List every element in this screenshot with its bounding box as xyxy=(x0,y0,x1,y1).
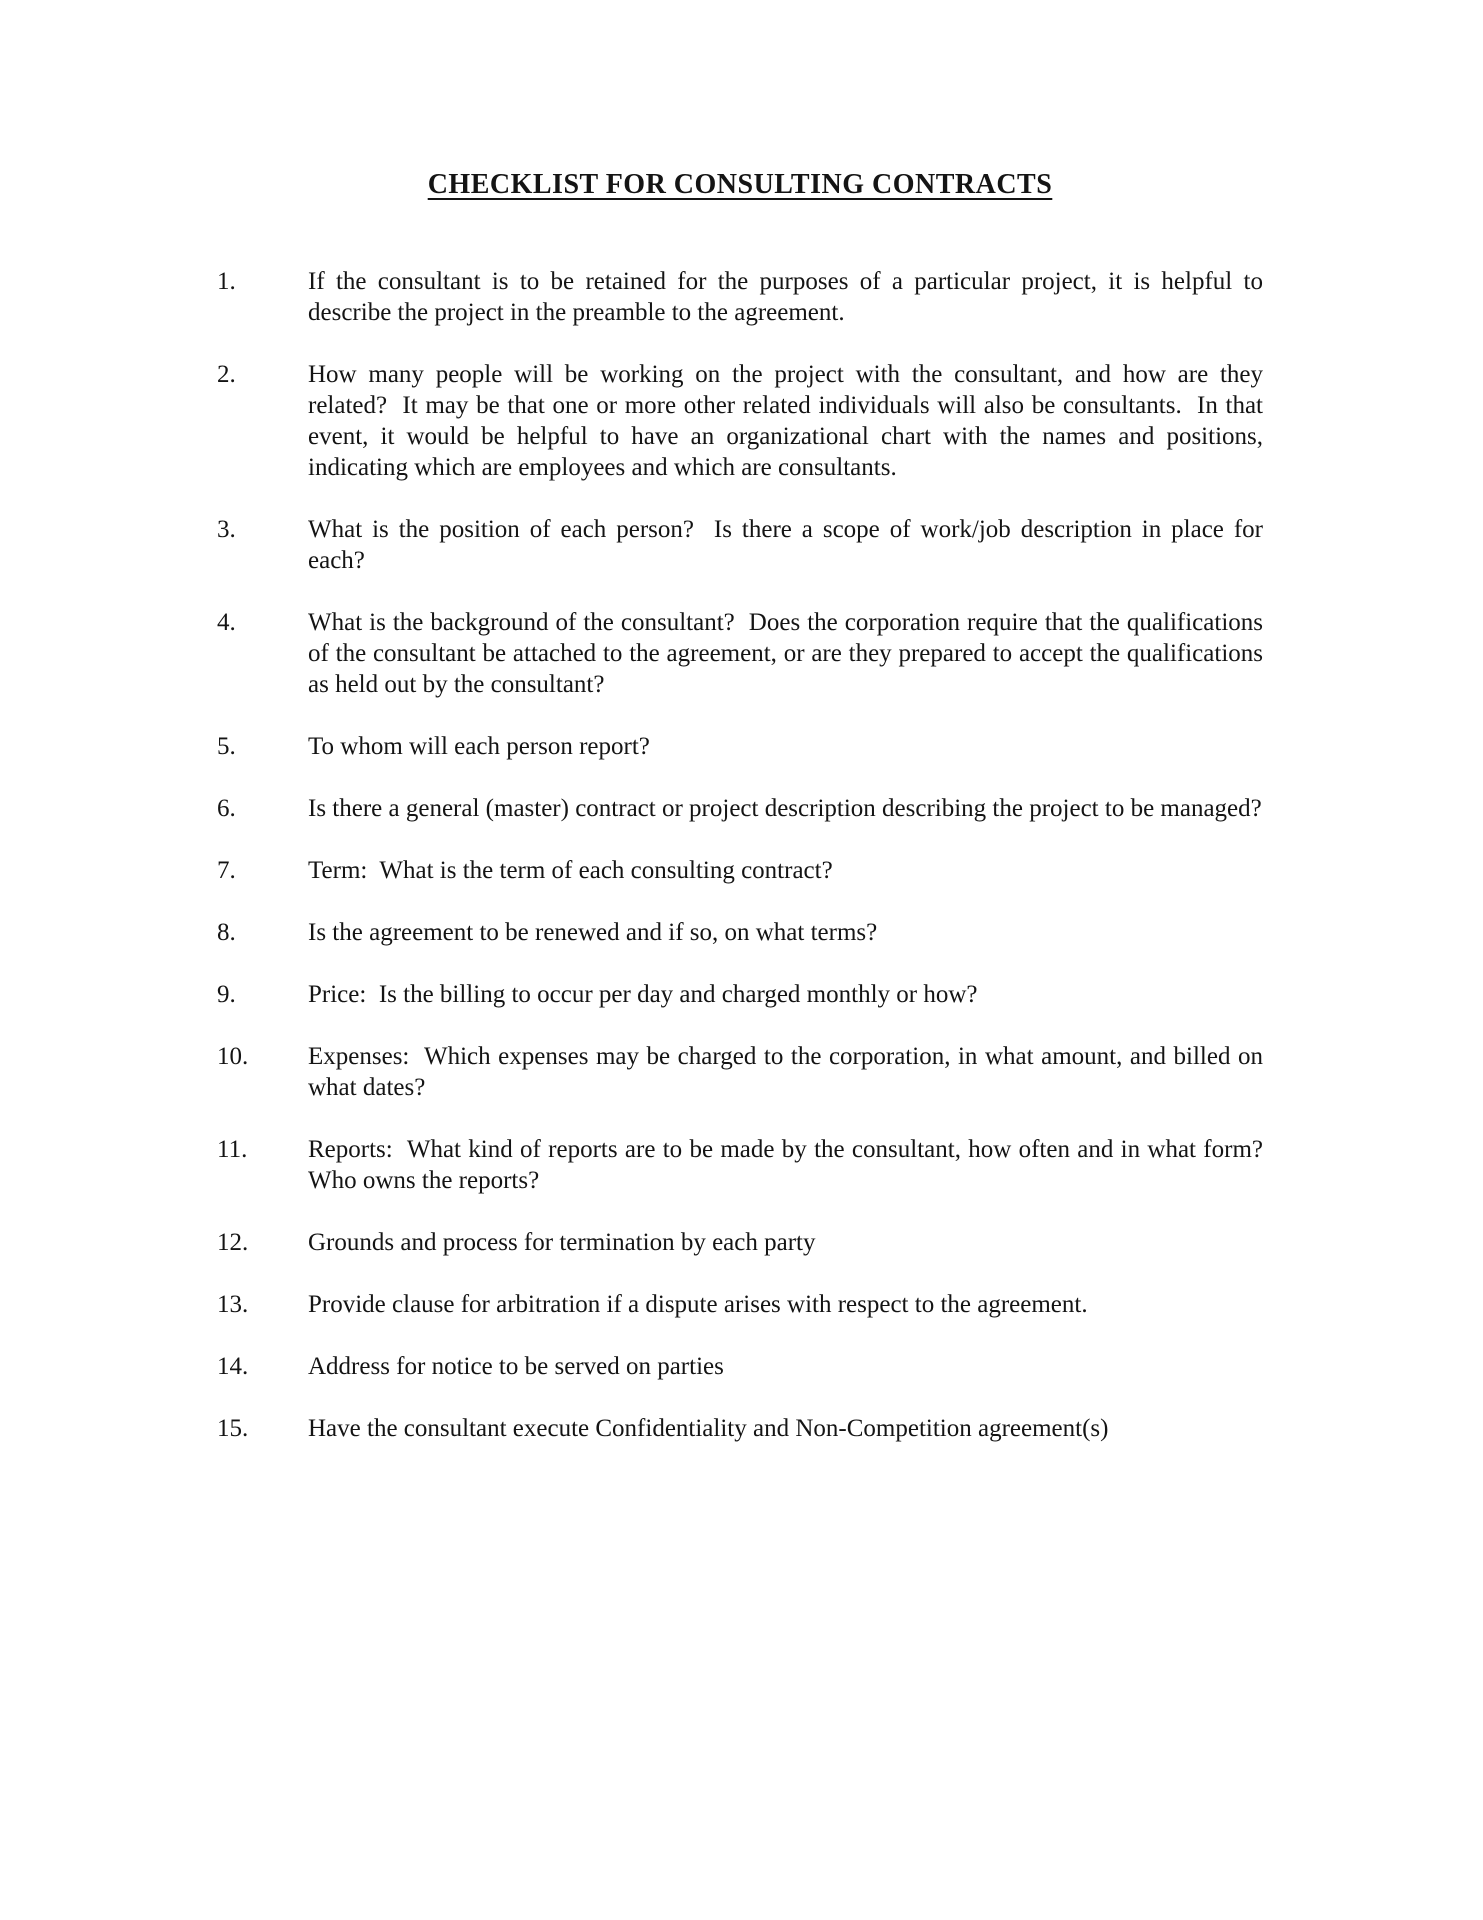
checklist-item xyxy=(217,1351,1263,1382)
item-text: Is there a general (master) contract or project description describing the project to be managed? xyxy=(308,795,1262,822)
item-text: Have the consultant execute Confidentiality and Non-Competition agreement(s) xyxy=(308,1415,1109,1442)
item-text: Expenses: Which expenses may be charged to the corporation, in what amount, and billed on what dates? xyxy=(308,1043,1270,1101)
checklist-item xyxy=(217,793,1263,824)
item-text: To whom will each person report? xyxy=(308,733,650,760)
item-text: Term: What is the term of each consulting contract? xyxy=(308,857,833,884)
checklist-item xyxy=(217,1227,1263,1258)
page-title: CHECKLIST FOR CONSULTING CONTRACTS xyxy=(427,169,1053,200)
item-number: 1. xyxy=(217,268,236,295)
item-number: 8. xyxy=(217,919,236,946)
item-number: 5. xyxy=(217,733,236,760)
item-number: 6. xyxy=(217,795,236,822)
checklist-item xyxy=(217,514,1270,576)
item-text: Is the agreement to be renewed and if so, on what terms? xyxy=(308,919,878,946)
item-text: Provide clause for arbitration if a dispute arises with respect to the agreement. xyxy=(308,1291,1088,1318)
item-text: Price: Is the billing to occur per day and charged monthly or how? xyxy=(308,981,978,1008)
checklist-item xyxy=(217,607,1270,700)
checklist-item xyxy=(217,359,1270,483)
checklist xyxy=(217,266,1276,1444)
item-number: 2. xyxy=(217,361,236,388)
checklist-item xyxy=(217,1041,1270,1103)
item-number: 7. xyxy=(217,857,236,884)
item-number: 15. xyxy=(217,1415,249,1442)
item-number: 10. xyxy=(217,1043,249,1070)
item-text: Grounds and process for termination by each party xyxy=(308,1229,816,1256)
checklist-item xyxy=(217,917,1263,948)
item-text: Address for notice to be served on parties xyxy=(308,1353,724,1380)
checklist-item xyxy=(217,266,1270,328)
item-text: If the consultant is to be retained for the purposes of a particular project, it is helpful to describe the project in the preamble to the agreement. xyxy=(308,268,1270,326)
checklist-item xyxy=(217,855,1263,886)
item-number: 12. xyxy=(217,1229,249,1256)
item-number: 11. xyxy=(217,1136,248,1163)
document-content xyxy=(217,168,1276,1475)
checklist-item xyxy=(217,1413,1263,1444)
item-text: What is the background of the consultant? Does the corporation require that the qualifications of the consultant be attached to the agreement, or are they prepared to accept the qualifications as held out by the consultant? xyxy=(308,609,1270,698)
item-number: 9. xyxy=(217,981,236,1008)
item-number: 14. xyxy=(217,1353,249,1380)
checklist-item xyxy=(217,1134,1276,1196)
item-number: 4. xyxy=(217,609,236,636)
checklist-item xyxy=(217,1289,1263,1320)
item-text: Reports: What kind of reports are to be made by the consultant, how often and in what form? Who owns the reports? xyxy=(308,1136,1276,1194)
checklist-item xyxy=(217,731,1263,762)
checklist-item xyxy=(217,979,1263,1010)
item-text: How many people will be working on the project with the consultant, and how are they related? It may be that one or more other related individuals will also be consultants. In that event, it would be helpful to have an organizational chart with the names and positions, indicating which are employees and which are consultants. xyxy=(308,361,1270,481)
item-text: What is the position of each person? Is there a scope of work/job description in place for each? xyxy=(308,516,1270,574)
item-number: 13. xyxy=(217,1291,249,1318)
item-number: 3. xyxy=(217,516,236,543)
